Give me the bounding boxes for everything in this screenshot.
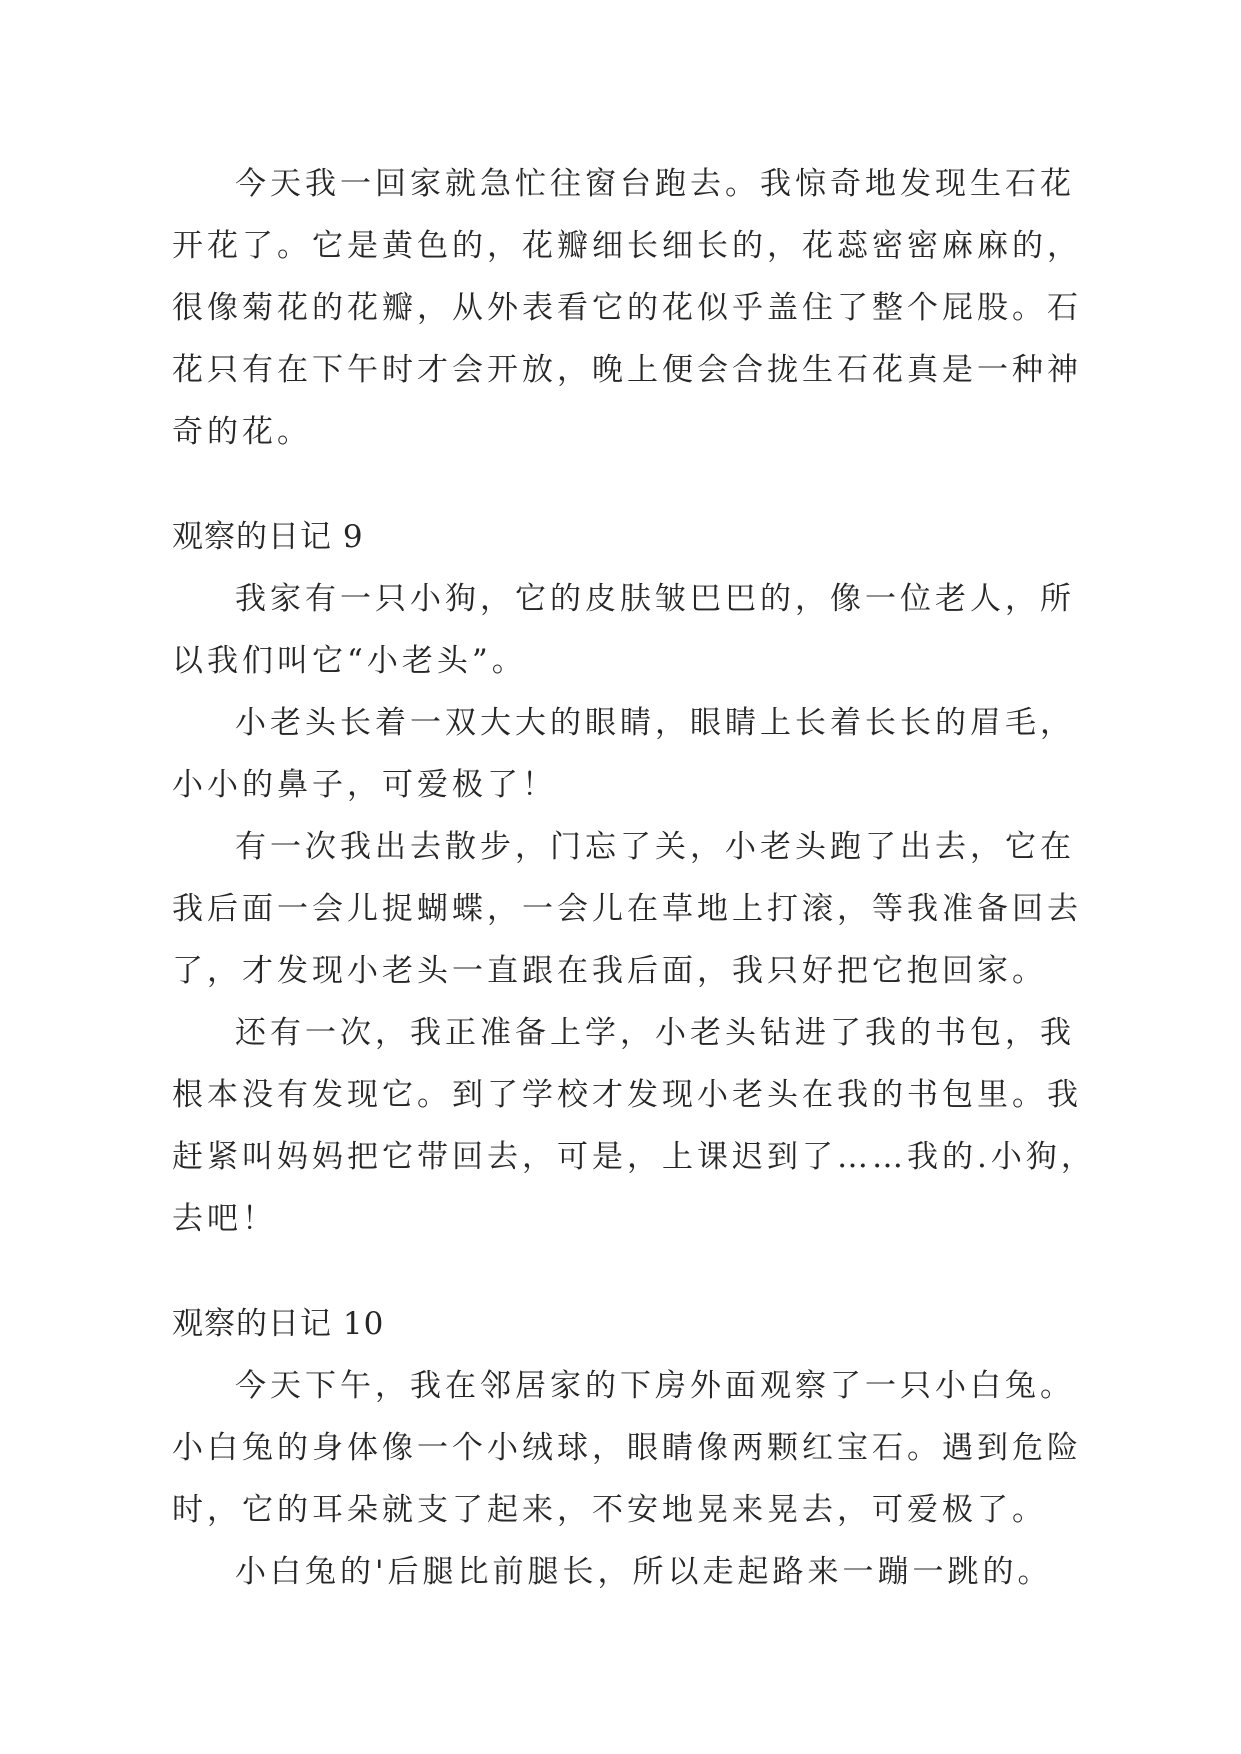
paragraph-line: 小白兔的'后腿比前腿长，所以走起路来一蹦一跳的。 bbox=[235, 1554, 1053, 1590]
paragraph-line: 根本没有发现它。到了学校才发现小老头在我的书包里。我 bbox=[172, 1077, 1082, 1113]
paragraph-line: 我家有一只小狗，它的皮肤皱巴巴的，像一位老人，所 bbox=[235, 581, 1075, 617]
paragraph-line: 小老头长着一双大大的眼睛，眼睛上长着长长的眉毛， bbox=[235, 705, 1075, 741]
paragraph-line: 还有一次，我正准备上学，小老头钻进了我的书包，我 bbox=[235, 1015, 1075, 1051]
paragraph-line: 小白兔的身体像一个小绒球，眼睛像两颗红宝石。遇到危险 bbox=[172, 1430, 1082, 1466]
paragraph-line: 很像菊花的花瓣，从外表看它的花似乎盖住了整个屁股。石 bbox=[172, 290, 1082, 326]
paragraph-line: 了，才发现小老头一直跟在我后面，我只好把它抱回家。 bbox=[172, 953, 1047, 989]
paragraph-line: 开花了。它是黄色的，花瓣细长细长的，花蕊密密麻麻的， bbox=[172, 228, 1082, 264]
paragraph-line: 花只有在下午时才会开放，晚上便会合拢生石花真是一种神 bbox=[172, 352, 1082, 388]
paragraph-line: 去吧！ bbox=[172, 1201, 277, 1237]
paragraph-line: 我后面一会儿捉蝴蝶，一会儿在草地上打滚，等我准备回去 bbox=[172, 891, 1082, 927]
paragraph-line: 时，它的耳朵就支了起来，不安地晃来晃去，可爱极了。 bbox=[172, 1492, 1047, 1528]
paragraph-line: 今天下午，我在邻居家的下房外面观察了一只小白兔。 bbox=[235, 1368, 1075, 1404]
section-heading: 观察的日记 10 bbox=[172, 1306, 385, 1342]
paragraph-line: 赶紧叫妈妈把它带回去，可是，上课迟到了……我的.小狗， bbox=[172, 1139, 1096, 1175]
paragraph-line: 今天我一回家就急忙往窗台跑去。我惊奇地发现生石花 bbox=[235, 166, 1075, 202]
paragraph-line: 有一次我出去散步，门忘了关，小老头跑了出去，它在 bbox=[235, 829, 1075, 865]
paragraph-line: 小小的鼻子，可爱极了！ bbox=[172, 767, 557, 803]
section-heading: 观察的日记 9 bbox=[172, 519, 364, 555]
paragraph-line: 奇的花。 bbox=[172, 414, 312, 450]
paragraph-line: 以我们叫它“小老头”。 bbox=[172, 643, 527, 679]
